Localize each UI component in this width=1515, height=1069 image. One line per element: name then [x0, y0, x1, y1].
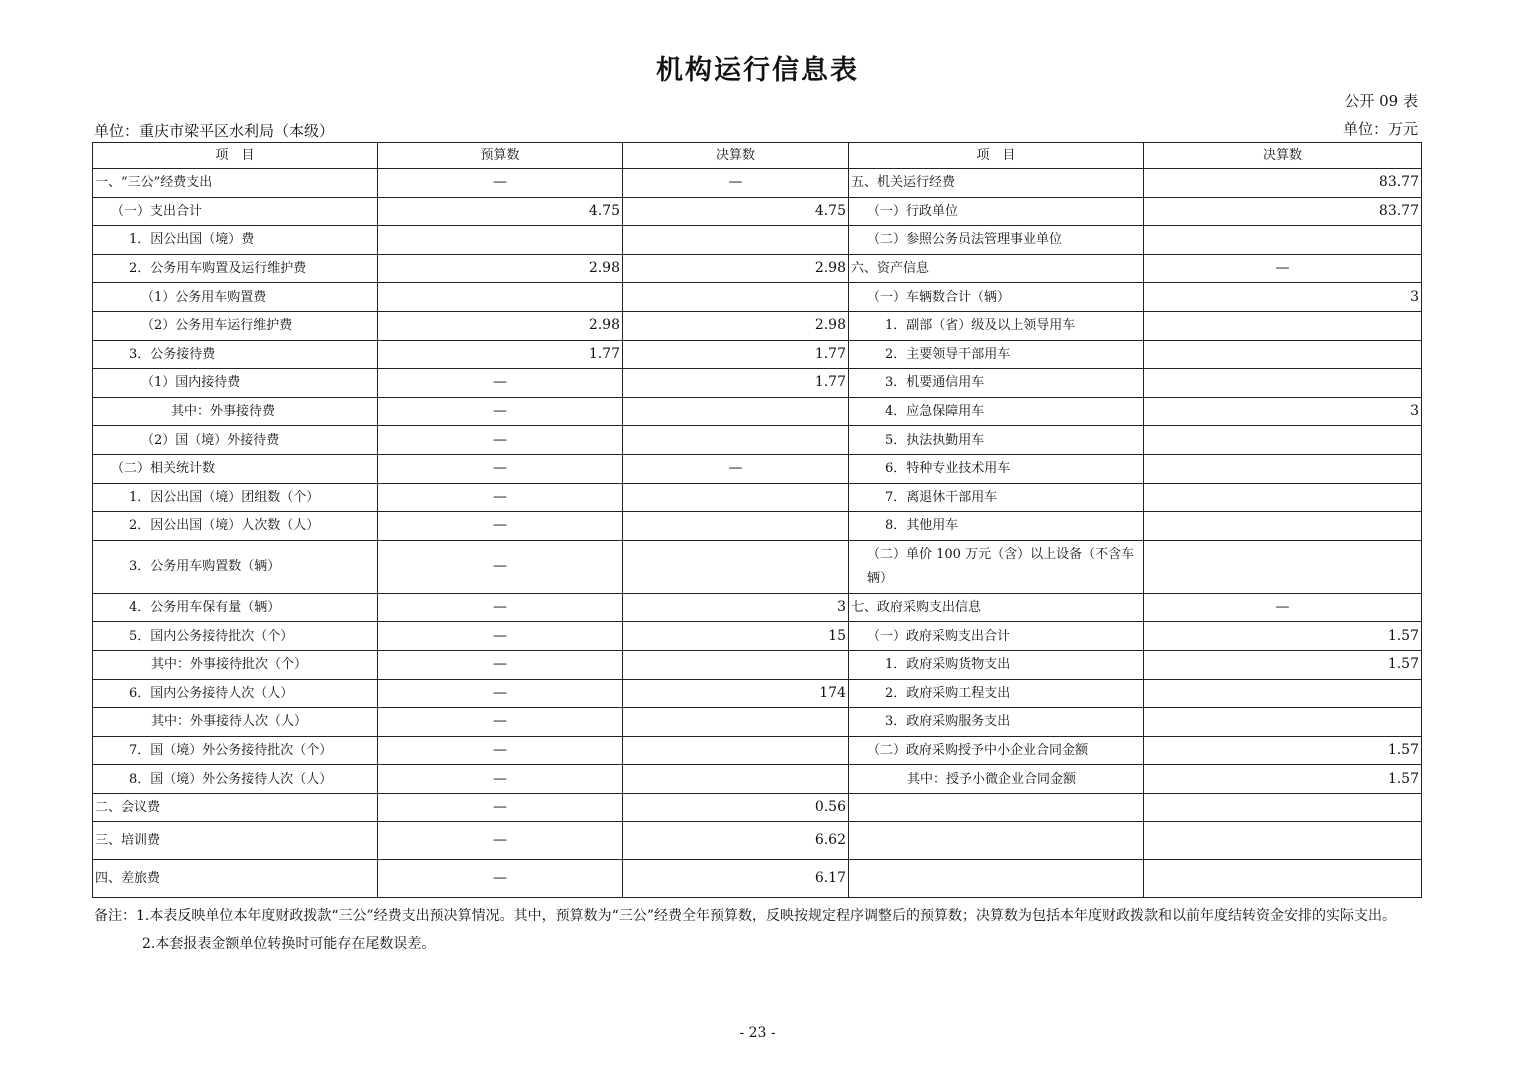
row-final-value: 174: [623, 679, 849, 708]
table-row: [93, 483, 1422, 512]
row-budget-value: —: [378, 369, 623, 398]
row-item-right: 6．特种专业技术用车: [849, 454, 1144, 483]
table-row: [93, 512, 1422, 541]
footnote: [94, 902, 1469, 958]
table-row: [93, 736, 1422, 765]
row-item-left: （二）相关统计数: [93, 454, 378, 483]
row-item-right: 4．应急保障用车: [849, 397, 1144, 426]
row-budget-value: —: [378, 483, 623, 512]
row-item-left: 三、培训费: [93, 822, 378, 860]
page-number: - 23 -: [739, 1025, 776, 1041]
row-final-value: [623, 426, 849, 455]
header-final-right: 决算数: [1144, 143, 1422, 169]
row-item-left: 5．国内公务接待批次（个）: [93, 622, 378, 651]
row-item-right: 7．离退休干部用车: [849, 483, 1144, 512]
table-row: [93, 369, 1422, 398]
row-final-value: [623, 512, 849, 541]
form-number: 公开 09 表: [1344, 92, 1418, 110]
row-final-value: [623, 708, 849, 737]
row-item-left: 3．公务接待费: [93, 340, 378, 369]
row-final-value-right: 1.57: [1144, 765, 1422, 794]
row-final-value: 3: [623, 593, 849, 622]
table-row: [93, 622, 1422, 651]
row-item-right: （一）政府采购支出合计: [849, 622, 1144, 651]
header-budget: 预算数: [378, 143, 623, 169]
row-final-value-right: [1144, 860, 1422, 898]
table-row: [93, 822, 1422, 860]
row-budget-value: —: [378, 650, 623, 679]
row-final-value-right: [1144, 512, 1422, 541]
row-item-left: 其中：外事接待批次（个）: [93, 650, 378, 679]
row-item-right: 8．其他用车: [849, 512, 1144, 541]
row-budget-value: —: [378, 593, 623, 622]
row-budget-value: —: [378, 512, 623, 541]
row-item-left: 2．因公出国（境）人次数（人）: [93, 512, 378, 541]
row-budget-value: 1.77: [378, 340, 623, 369]
table-row: [93, 340, 1422, 369]
row-budget-value: 4.75: [378, 197, 623, 226]
row-final-value-right: [1144, 679, 1422, 708]
row-item-left: 2．公务用车购置及运行维护费: [93, 254, 378, 283]
row-item-left: （2）公务用车运行维护费: [93, 311, 378, 340]
row-item-right: 1．政府采购货物支出: [849, 650, 1144, 679]
row-final-value-right: [1144, 369, 1422, 398]
row-item-left: 二、会议费: [93, 793, 378, 822]
row-budget-value: 2.98: [378, 254, 623, 283]
row-item-right: 3．机要通信用车: [849, 369, 1144, 398]
row-final-value: 2.98: [623, 254, 849, 283]
row-item-right: （二）参照公务员法管理事业单位: [849, 226, 1144, 255]
row-item-right: 2．政府采购工程支出: [849, 679, 1144, 708]
row-item-right: 3．政府采购服务支出: [849, 708, 1144, 737]
row-final-value: 0.56: [623, 793, 849, 822]
info-table: [92, 142, 1422, 898]
row-item-left: 7．国（境）外公务接待批次（个）: [93, 736, 378, 765]
table-row: [93, 860, 1422, 898]
row-item-right: （一）行政单位: [849, 197, 1144, 226]
row-budget-value: —: [378, 860, 623, 898]
table-row: [93, 454, 1422, 483]
table-row: [93, 254, 1422, 283]
row-budget-value: [378, 283, 623, 312]
row-item-right: 其中：授予小微企业合同金额: [849, 765, 1144, 794]
row-item-left: 1．因公出国（境）团组数（个）: [93, 483, 378, 512]
row-item-left: 3．公务用车购置数（辆）: [93, 540, 378, 593]
row-item-left: 一、“三公”经费支出: [93, 169, 378, 198]
row-final-value: 15: [623, 622, 849, 651]
note-line-2: 2.本套报表金额单位转换时可能存在尾数误差。: [142, 936, 436, 952]
row-final-value: [623, 540, 849, 593]
table-row: [93, 765, 1422, 794]
row-final-value-right: 83.77: [1144, 169, 1422, 198]
row-budget-value: —: [378, 793, 623, 822]
row-item-right: （二）政府采购授予中小企业合同金额: [849, 736, 1144, 765]
row-final-value: 1.77: [623, 340, 849, 369]
row-item-right: 5．执法执勤用车: [849, 426, 1144, 455]
row-final-value-right: 3: [1144, 283, 1422, 312]
row-final-value-right: [1144, 793, 1422, 822]
row-final-value-right: —: [1144, 593, 1422, 622]
row-item-right: [849, 793, 1144, 822]
row-final-value: [623, 397, 849, 426]
row-item-right: （一）车辆数合计（辆）: [849, 283, 1144, 312]
row-item-right: 2．主要领导干部用车: [849, 340, 1144, 369]
table-row: [93, 708, 1422, 737]
row-final-value: [623, 283, 849, 312]
row-final-value-right: [1144, 426, 1422, 455]
row-item-right: （二）单价 100 万元（含）以上设备（不含车辆）: [849, 540, 1144, 593]
table-row: [93, 650, 1422, 679]
table-row: [93, 169, 1422, 198]
row-final-value-right: [1144, 340, 1422, 369]
row-final-value-right: [1144, 226, 1422, 255]
reporting-unit: 单位：重庆市梁平区水利局（本级）: [94, 122, 335, 140]
row-item-right: 1．副部（省）级及以上领导用车: [849, 311, 1144, 340]
note-line-1: 备注：1.本表反映单位本年度财政拨款“三公”经费支出预决算情况。其中，预算数为“三公”经费全年预算数，反映按规定程序调整后的预算数；决算数为包括本年度财政拨款和以前年度结转资金安排的实际支出。: [94, 908, 1396, 924]
table-row: [93, 311, 1422, 340]
row-final-value: 1.77: [623, 369, 849, 398]
row-budget-value: —: [378, 169, 623, 198]
table-header-row: [93, 143, 1422, 169]
row-item-right: [849, 860, 1144, 898]
row-item-left: 6．国内公务接待人次（人）: [93, 679, 378, 708]
table-row: [93, 226, 1422, 255]
table-row: [93, 593, 1422, 622]
row-final-value: —: [623, 454, 849, 483]
row-item-right: 六、资产信息: [849, 254, 1144, 283]
row-final-value: [623, 650, 849, 679]
row-budget-value: —: [378, 426, 623, 455]
row-item-left: 四、差旅费: [93, 860, 378, 898]
row-final-value-right: [1144, 708, 1422, 737]
row-final-value-right: [1144, 822, 1422, 860]
row-item-left: （2）国（境）外接待费: [93, 426, 378, 455]
row-final-value-right: 1.57: [1144, 622, 1422, 651]
row-final-value-right: [1144, 311, 1422, 340]
row-final-value: 2.98: [623, 311, 849, 340]
currency-unit: 单位：万元: [1342, 120, 1418, 138]
row-item-left: （1）公务用车购置费: [93, 283, 378, 312]
row-budget-value: —: [378, 622, 623, 651]
table-row: [93, 397, 1422, 426]
header-item-right: 项 目: [849, 143, 1144, 169]
row-budget-value: —: [378, 679, 623, 708]
row-budget-value: —: [378, 708, 623, 737]
row-final-value-right: [1144, 483, 1422, 512]
row-budget-value: [378, 226, 623, 255]
row-final-value: 4.75: [623, 197, 849, 226]
table-row: [93, 197, 1422, 226]
row-final-value-right: 1.57: [1144, 736, 1422, 765]
header-final: 决算数: [623, 143, 849, 169]
row-final-value: [623, 736, 849, 765]
row-budget-value: —: [378, 540, 623, 593]
page-title: 机构运行信息表: [656, 55, 859, 86]
row-final-value: 6.17: [623, 860, 849, 898]
row-item-left: （1）国内接待费: [93, 369, 378, 398]
row-item-right: [849, 822, 1144, 860]
row-final-value: [623, 226, 849, 255]
row-item-right: 五、机关运行经费: [849, 169, 1144, 198]
row-budget-value: —: [378, 765, 623, 794]
row-final-value-right: 3: [1144, 397, 1422, 426]
row-final-value: 6.62: [623, 822, 849, 860]
row-final-value: [623, 483, 849, 512]
row-budget-value: —: [378, 736, 623, 765]
row-final-value: [623, 765, 849, 794]
row-item-left: 1．因公出国（境）费: [93, 226, 378, 255]
row-final-value-right: 83.77: [1144, 197, 1422, 226]
row-item-left: 4．公务用车保有量（辆）: [93, 593, 378, 622]
table-row: [93, 793, 1422, 822]
row-item-right: 七、政府采购支出信息: [849, 593, 1144, 622]
row-item-left: 其中：外事接待费: [93, 397, 378, 426]
table-row: [93, 679, 1422, 708]
row-final-value-right: —: [1144, 254, 1422, 283]
row-final-value-right: [1144, 540, 1422, 593]
row-final-value: —: [623, 169, 849, 198]
row-budget-value: —: [378, 822, 623, 860]
table-row: [93, 426, 1422, 455]
row-budget-value: —: [378, 397, 623, 426]
table-row: [93, 283, 1422, 312]
row-final-value-right: [1144, 454, 1422, 483]
header-item: 项 目: [93, 143, 378, 169]
row-final-value-right: 1.57: [1144, 650, 1422, 679]
row-budget-value: 2.98: [378, 311, 623, 340]
row-budget-value: —: [378, 454, 623, 483]
row-item-left: 8．国（境）外公务接待人次（人）: [93, 765, 378, 794]
table-row: [93, 540, 1422, 593]
row-item-left: 其中：外事接待人次（人）: [93, 708, 378, 737]
row-item-left: （一）支出合计: [93, 197, 378, 226]
